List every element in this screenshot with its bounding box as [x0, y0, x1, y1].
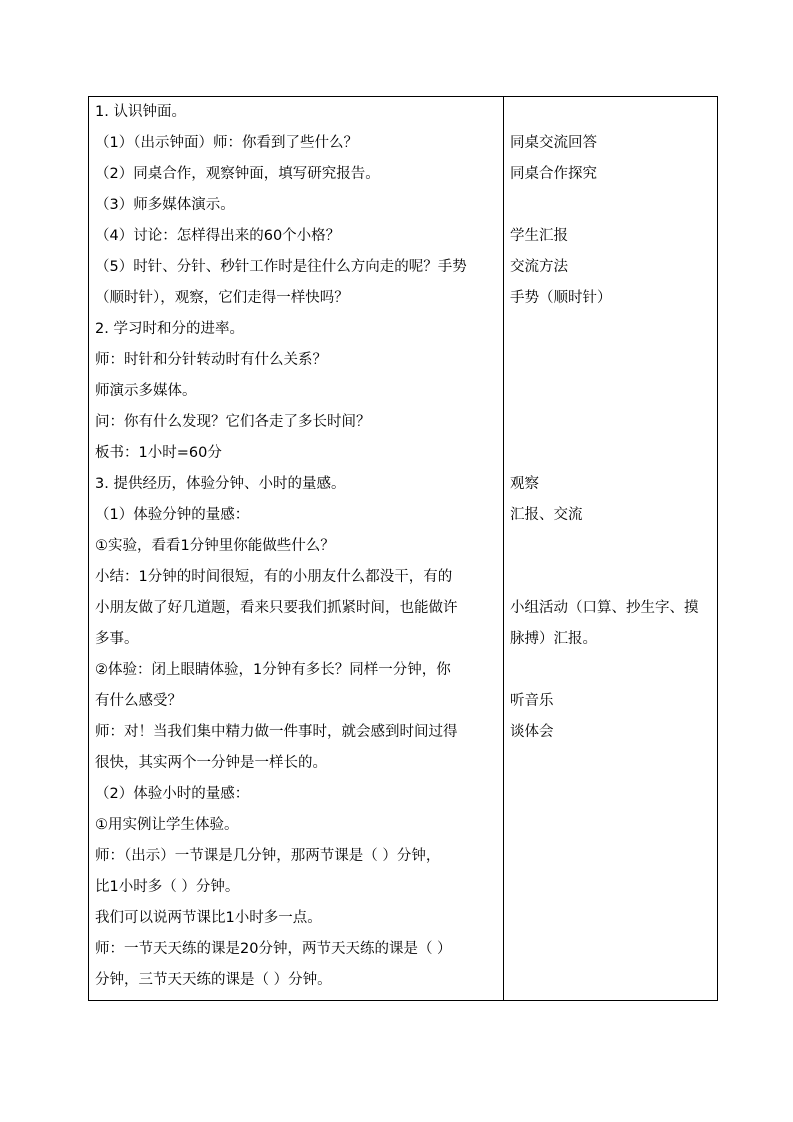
- student-line: 同桌合作探究: [510, 166, 597, 182]
- teacher-line: 我们可以说两节课比1小时多一点。: [95, 910, 322, 926]
- teacher-line: ②体验：闭上眼睛体验，1分钟有多长？同样一分钟，你: [95, 662, 451, 678]
- student-line: 谈体会: [510, 724, 554, 740]
- teacher-line: （1）（出示钟面）师：你看到了些什么？: [95, 135, 358, 151]
- teacher-line: 小朋友做了好几道题，看来只要我们抓紧时间，也能做许: [95, 600, 458, 616]
- teacher-line: 问：你有什么发现？它们各走了多长时间？: [95, 414, 371, 430]
- teacher-line: （1）体验分钟的量感：: [95, 507, 250, 523]
- teacher-line: （3）师多媒体演示。: [95, 197, 235, 213]
- student-line: 学生汇报: [510, 228, 568, 244]
- student-activity-cell: [510, 97, 716, 1000]
- teacher-line: 师：一节天天练的课是20分钟，两节天天练的课是（ ）: [95, 941, 452, 957]
- teacher-line: 2. 学习时和分的进率。: [95, 321, 244, 337]
- teacher-line: 多事。: [95, 631, 139, 647]
- student-line: 脉搏）汇报。: [510, 631, 597, 647]
- teacher-line: （顺时针），观察，它们走得一样快吗？: [95, 290, 349, 306]
- student-line: 手势（顺时针）: [510, 290, 612, 306]
- teacher-activity-cell: [95, 97, 503, 1000]
- teacher-line: 有什么感受？: [95, 693, 182, 709]
- student-line: 听音乐: [510, 693, 554, 709]
- teacher-line: 1. 认识钟面。: [95, 104, 186, 120]
- teacher-line: 3. 提供经历，体验分钟、小时的量感。: [95, 476, 346, 492]
- teacher-line: 板书：1小时=60分: [95, 445, 222, 461]
- student-line: 同桌交流回答: [510, 135, 597, 151]
- teacher-line: ①用实例让学生体验。: [95, 817, 239, 833]
- student-line: 小组活动（口算、抄生字、摸: [510, 600, 699, 616]
- lesson-table: [88, 96, 718, 1001]
- teacher-line: 师：时针和分针转动时有什么关系？: [95, 352, 327, 368]
- student-line: 交流方法: [510, 259, 568, 275]
- student-line: 观察: [510, 476, 539, 492]
- teacher-line: 师演示多媒体。: [95, 383, 197, 399]
- teacher-line: 师：对！当我们集中精力做一件事时，就会感到时间过得: [95, 724, 458, 740]
- teacher-line: 师：（出示）一节课是几分钟，那两节课是（ ）分钟，: [95, 848, 441, 864]
- teacher-line: （5）时针、分针、秒针工作时是往什么方向走的呢？手势: [95, 259, 467, 275]
- teacher-line: 分钟，三节天天练的课是（ ）分钟。: [95, 972, 332, 988]
- teacher-line: 比1小时多（ ）分钟。: [95, 879, 240, 895]
- teacher-line: （2）同桌合作，观察钟面，填写研究报告。: [95, 166, 380, 182]
- teacher-line: 很快，其实两个一分钟是一样长的。: [95, 755, 327, 771]
- teacher-line: （4）讨论：怎样得出来的60个小格？: [95, 228, 341, 244]
- student-line: 汇报、交流: [510, 507, 583, 523]
- column-divider: [503, 97, 504, 1000]
- teacher-line: ①实验，看看1分钟里你能做些什么？: [95, 538, 335, 554]
- teacher-line: 小结：1分钟的时间很短，有的小朋友什么都没干，有的: [95, 569, 453, 585]
- teacher-line: （2）体验小时的量感：: [95, 786, 250, 802]
